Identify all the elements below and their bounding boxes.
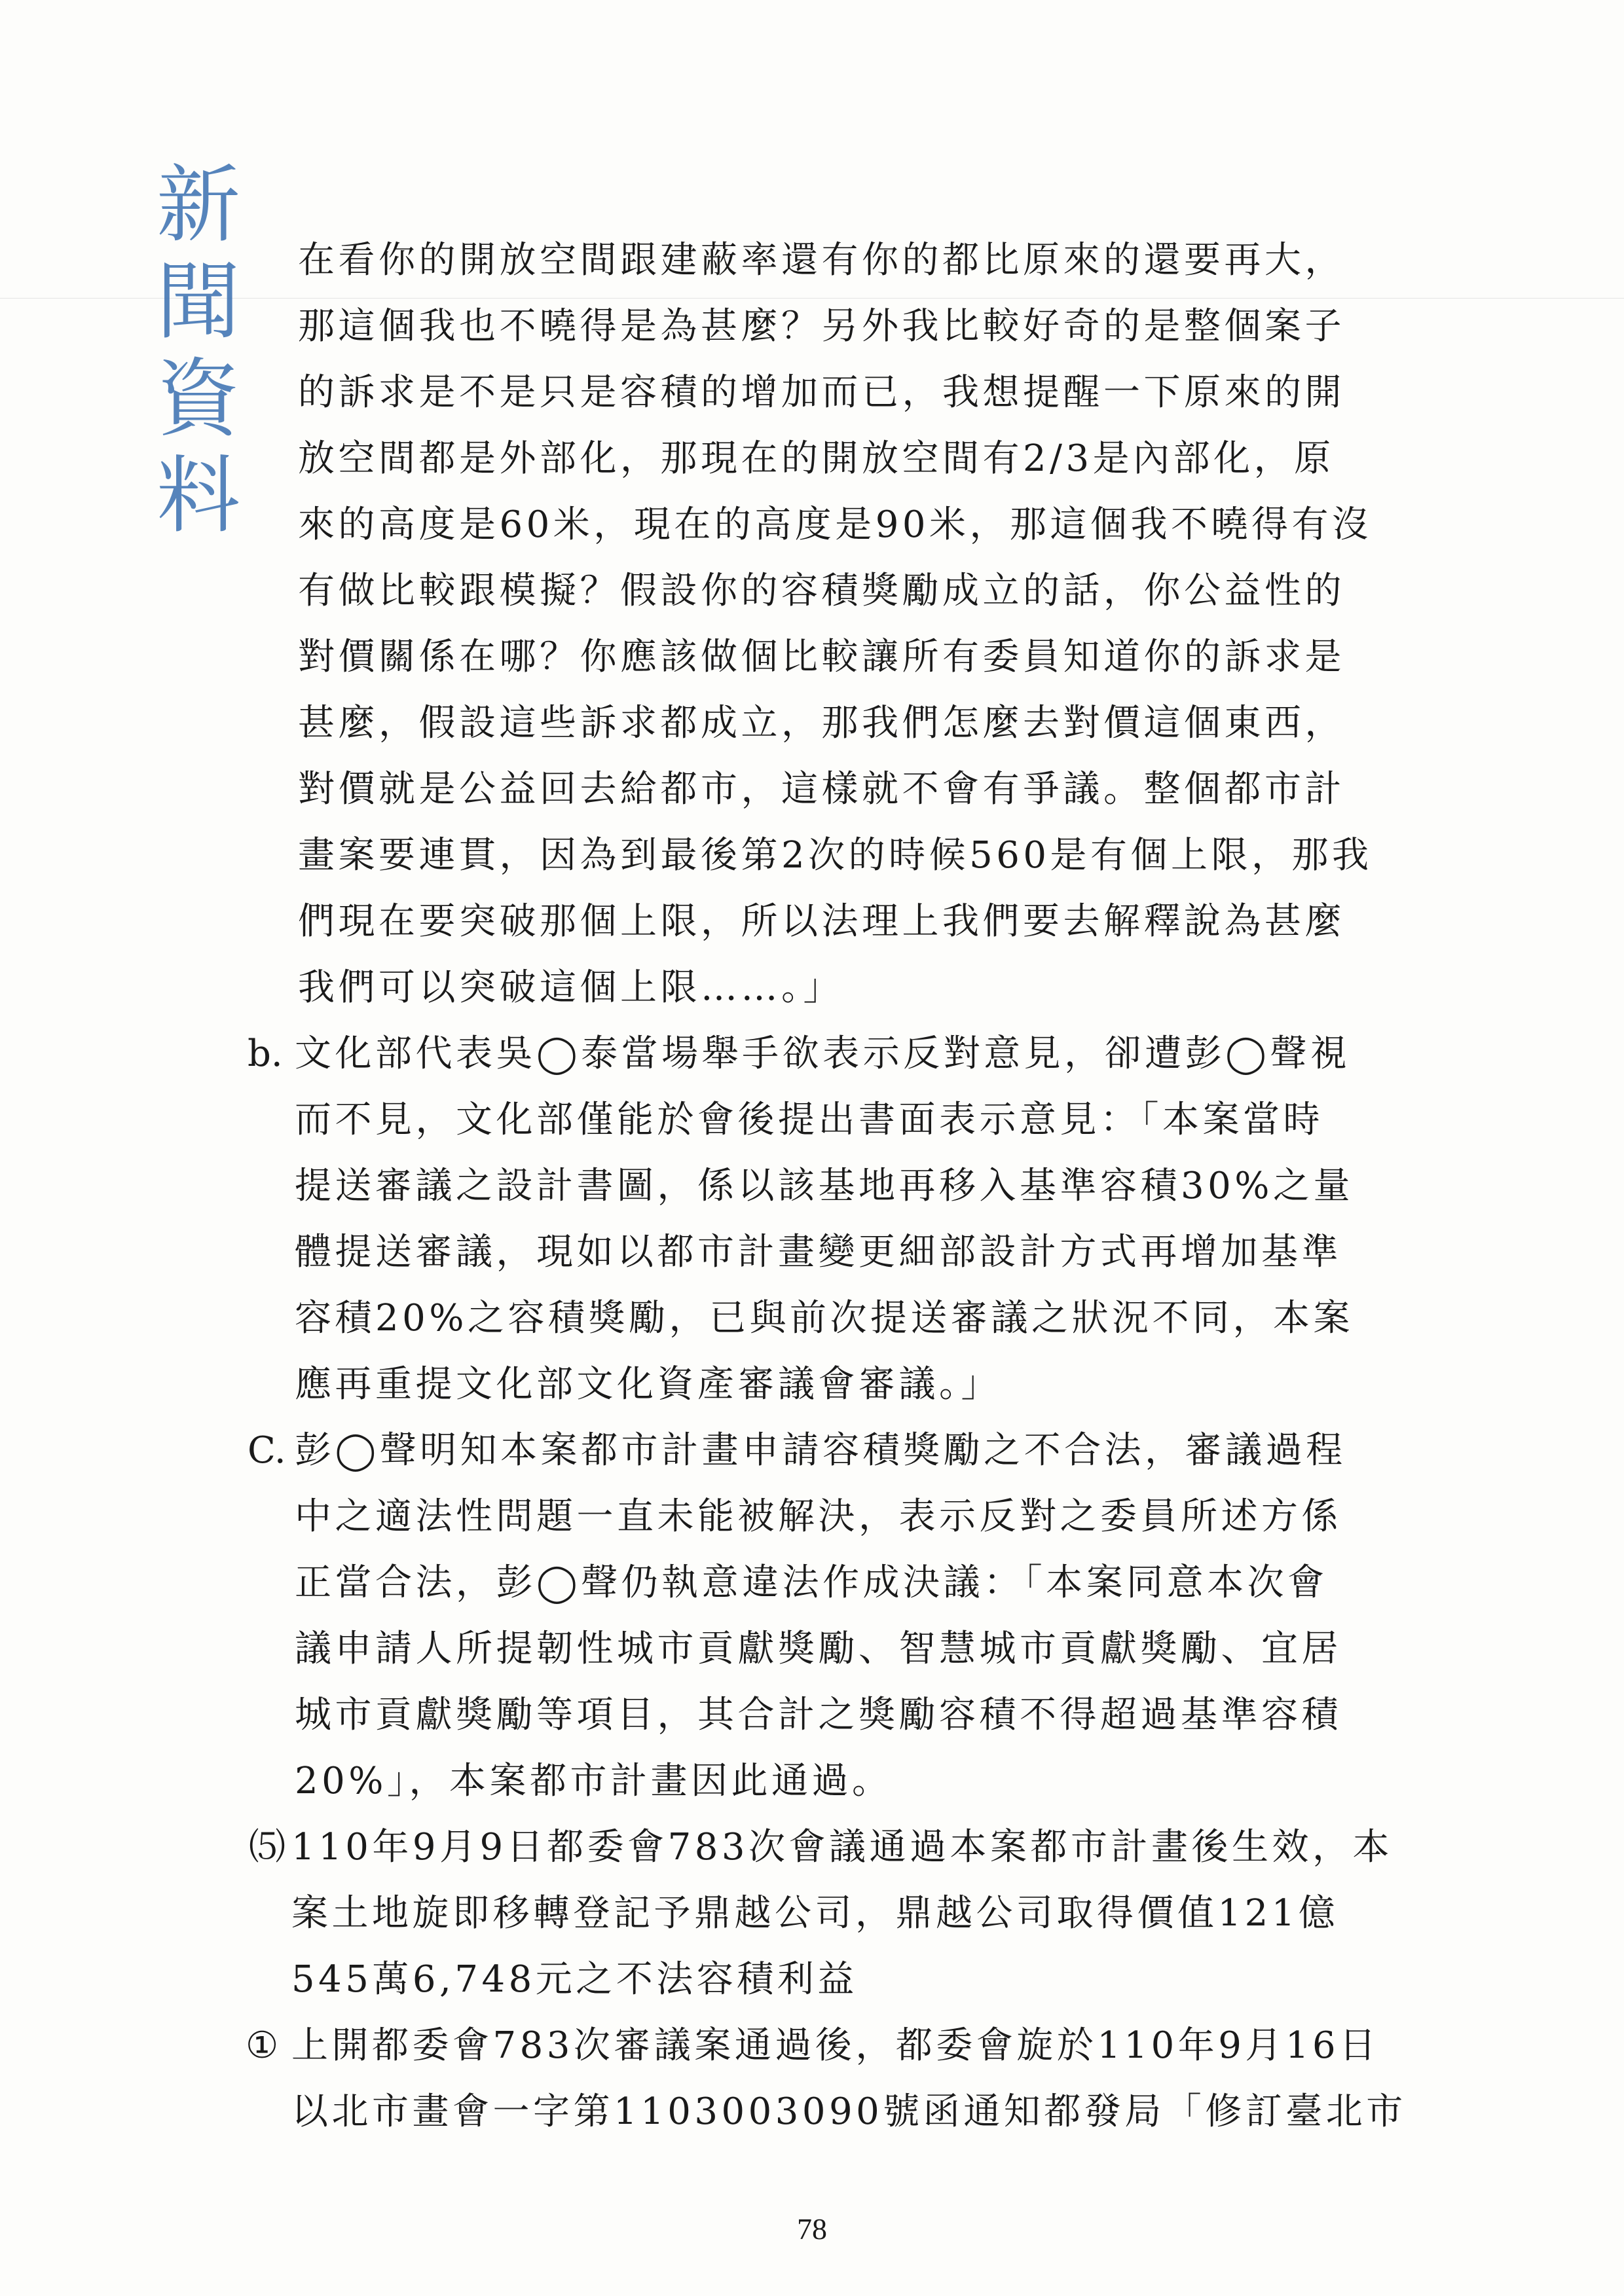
item-5-marker: ⑸ (249, 1826, 286, 1868)
quote-line: 那這個我也不曉得是為甚麼？另外我比較好奇的是整個案子 (298, 305, 1345, 348)
stamp-char: 聞 (156, 253, 240, 351)
quote-line: 有做比較跟模擬？假設你的容積獎勵成立的話，你公益性的 (298, 570, 1345, 612)
quote-line: 對價關係在哪？你應該做個比較讓所有委員知道你的訴求是 (298, 636, 1345, 678)
item-b-marker: b. (248, 1032, 283, 1075)
item-b-line: 容積20%之容積獎勵，已與前次提送審議之狀況不同，本案 (295, 1297, 1354, 1339)
item-c-line: 中之適法性問題一直未能被解決，表示反對之委員所述方係 (295, 1495, 1342, 1538)
item-1-marker: ① (246, 2024, 279, 2067)
item-c-line: 20%」，本案都市計畫因此通過。 (295, 1760, 893, 1802)
page-number: 78 (797, 2212, 827, 2246)
quote-line: 畫案要連貫，因為到最後第2次的時候560是有個上限，那我 (298, 834, 1373, 877)
item-1-line: 上開都委會783次審議案通過後，都委會旋於110年9月16日 (291, 2024, 1380, 2067)
item-b-line: 體提送審議，現如以都市計畫變更細部設計方式再增加基準 (295, 1231, 1342, 1273)
item-b-line: 文化部代表吳◯泰當場舉手欲表示反對意見，卻遭彭◯聲視 (295, 1032, 1351, 1075)
item-b-line: 應再重提文化部文化資產審議會審議。」 (295, 1363, 1001, 1406)
item-1-line: 以北市畫會一字第1103003090號函通知都發局「修訂臺北市 (291, 2090, 1407, 2133)
item-5-line: 案土地旋即移轉登記予鼎越公司，鼎越公司取得價值121億 (291, 1892, 1339, 1935)
stamp-char: 資 (156, 350, 240, 448)
item-5-line: 545萬6,748元之不法容積利益 (291, 1958, 858, 2001)
quote-line: 來的高度是60米，現在的高度是90米，那這個我不曉得有沒 (298, 503, 1373, 546)
quote-line: 甚麼，假設這些訴求都成立，那我們怎麼去對價這個東西， (298, 702, 1345, 744)
item-c-line: 正當合法，彭◯聲仍執意違法作成決議：「本案同意本次會 (295, 1561, 1328, 1604)
item-c-marker: C. (248, 1429, 286, 1472)
quote-line: 我們可以突破這個上限……。」 (298, 966, 843, 1009)
quote-line: 放空間都是外部化，那現在的開放空間有2/3是內部化，原 (298, 437, 1335, 480)
quote-line: 在看你的開放空間跟建蔽率還有你的都比原來的還要再大， (298, 239, 1345, 282)
stamp-char: 料 (156, 447, 240, 545)
item-c-line: 彭◯聲明知本案都市計畫申請容積獎勵之不合法，審議過程 (295, 1429, 1346, 1472)
item-c-line: 議申請人所提韌性城市貢獻獎勵、智慧城市貢獻獎勵、宜居 (295, 1628, 1342, 1670)
stamp-char: 新 (156, 156, 240, 254)
quote-line: 們現在要突破那個上限，所以法理上我們要去解釋說為甚麼 (298, 900, 1345, 943)
item-c-line: 城市貢獻獎勵等項目，其合計之獎勵容積不得超過基準容積 (295, 1694, 1342, 1736)
item-b-line: 提送審議之設計書圖，係以該基地再移入基準容積30%之量 (295, 1165, 1354, 1207)
item-5-line: 110年9月9日都委會783次會議通過本案都市計畫後生效，本 (291, 1826, 1393, 1868)
item-b-line: 而不見，文化部僅能於會後提出書面表示意見：「本案當時 (295, 1099, 1323, 1141)
quote-line: 的訴求是不是只是容積的增加而已，我想提醒一下原來的開 (298, 371, 1345, 414)
news-material-stamp (149, 157, 248, 545)
quote-line: 對價就是公益回去給都市，這樣就不會有爭議。整個都市計 (298, 768, 1345, 811)
